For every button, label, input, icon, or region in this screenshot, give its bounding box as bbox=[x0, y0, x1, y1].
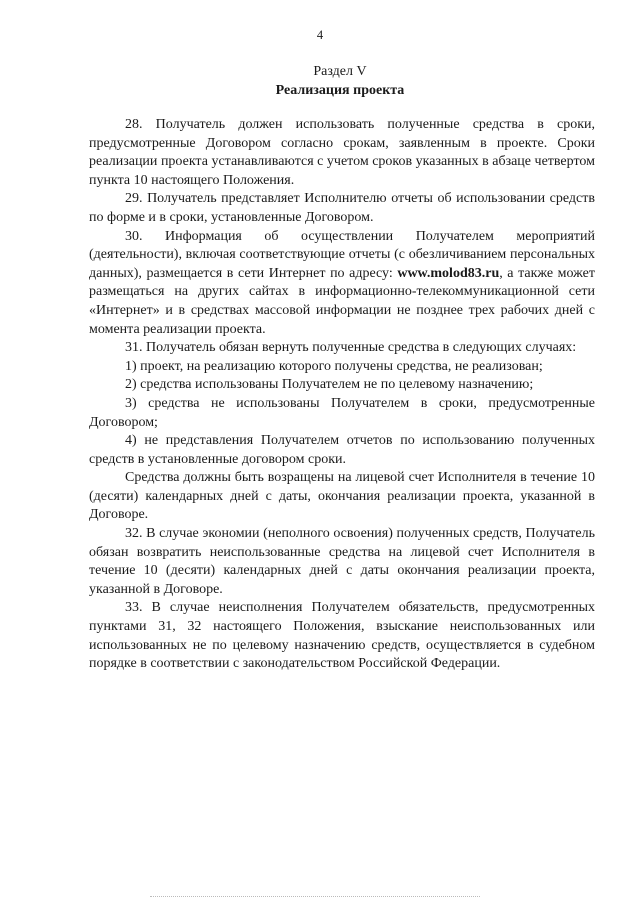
website-url: www.molod83.ru bbox=[397, 265, 500, 281]
section-label: Раздел V bbox=[313, 64, 367, 79]
paragraph-32: 32. В случае экономии (неполного освоения) полученных средств, Получатель обязан возвратить неиспользованные средства на лицевой счет Исполнителя в течение 10 (десяти) календарных дней с даты окончания реализации проекта, указанной в Договоре. bbox=[89, 526, 595, 597]
paragraph-31-item-3: 3) средства не использованы Получателем в сроки, предусмотренные Договором; bbox=[89, 395, 595, 430]
paragraph-29: 29. Получатель представляет Исполнителю отчеты об использовании средств по форме и в сроки, установленные Договором. bbox=[89, 191, 595, 225]
paragraph-31-item-4: 4) не представления Получателем отчетов по использованию полученных средств в установленные договором сроки. bbox=[89, 433, 595, 467]
paragraph-33: 33. В случае неисполнения Получателем обязательств, предусмотренных пунктами 31, 32 настоящего Положения, взыскание неиспользованных или использованных не по целевому назначению средств, осуществляется в судебном порядке в соответствии с законодательством Российской Федерации. bbox=[89, 600, 595, 672]
paragraph-28: 28. Получатель должен использовать полученные средства в сроки, предусмотренные Договором согласно срокам, заявленным в проекте. Сроки реализации проекта устанавливаются с учетом сроков указанных в абзаце четвертом пункта 10 настоящего Положения. bbox=[89, 117, 595, 188]
paragraph-31-item-2: 2) средства использованы Получателем не по целевому назначению; bbox=[125, 377, 534, 393]
paragraph-30-text-end: , а также может размещаться на других сайтах в информационно-телекоммуникационной сети «Интернет» и в средствах массовой информации не позднее трех рабочих дней с момента реализации проекта. bbox=[89, 265, 595, 337]
document-body bbox=[89, 116, 595, 674]
paragraph-31: 31. Получатель обязан вернуть полученные средства в следующих случаях: bbox=[125, 340, 577, 356]
paragraph-30 bbox=[89, 228, 595, 340]
page-number: 4 bbox=[316, 28, 324, 42]
paragraph-31-item-1: 1) проект, на реализацию которого получены средства, не реализован; bbox=[125, 358, 543, 374]
scan-footer-marks bbox=[150, 896, 480, 899]
paragraph-31-return-terms: Средства должны быть возращены на лицевой счет Исполнителя в течение 10 (десяти) календарных дней с даты, окончания реализации проекта, указанной в Договоре. bbox=[89, 470, 595, 523]
paragraph-30-text-start: 30. Информация об осуществлении Получателем мероприятий (деятельности), включая соответствующие отчеты (с обезличиванием персональных данных), размещается в сети Интернет по адресу: bbox=[89, 228, 595, 281]
section-heading bbox=[0, 62, 640, 100]
section-title: Реализация проекта bbox=[275, 83, 405, 98]
